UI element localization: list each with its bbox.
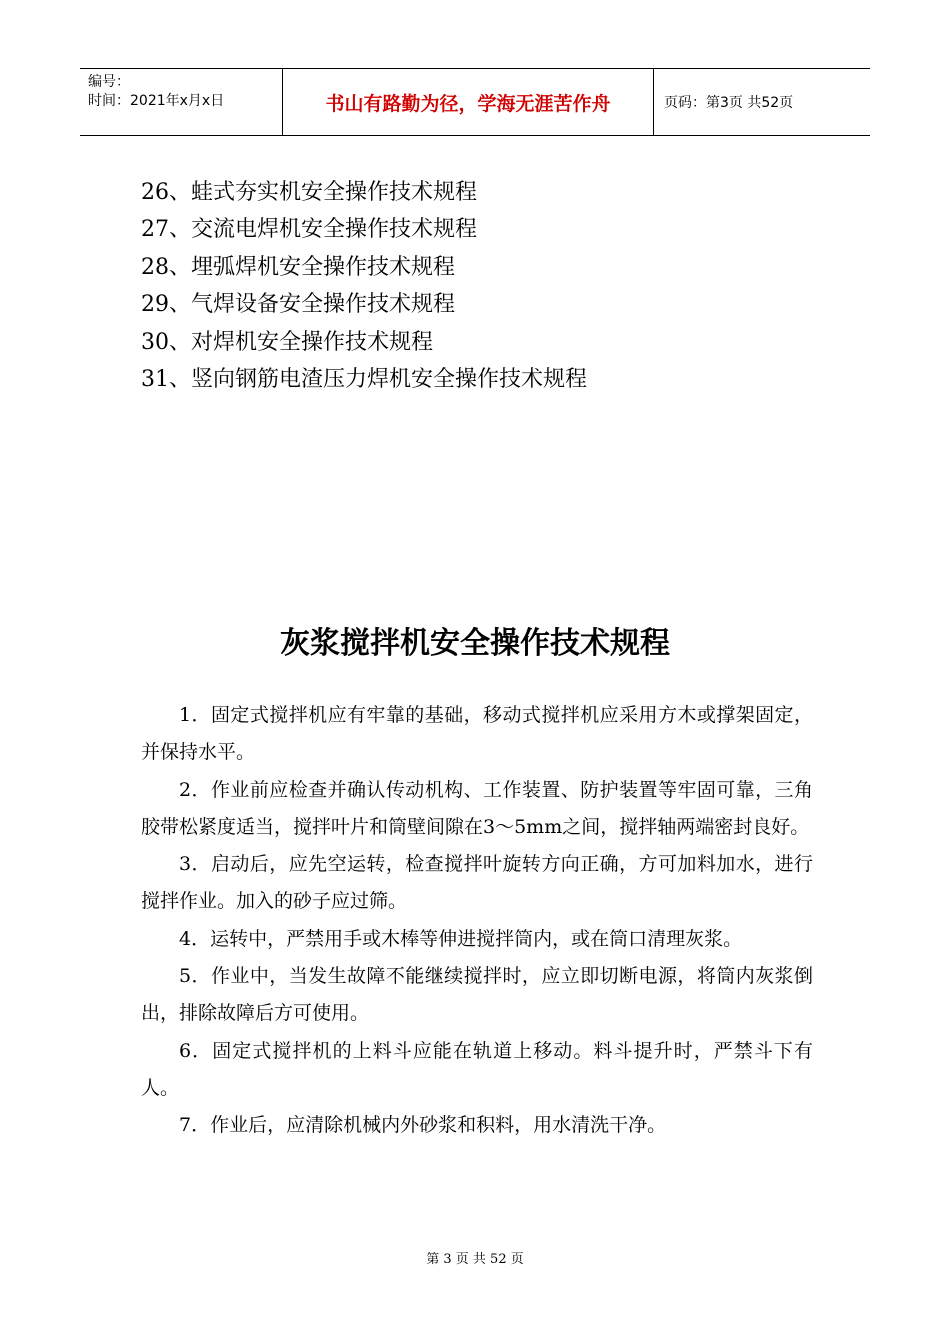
paragraph: 1．固定式搅拌机应有牢靠的基础，移动式搅拌机应采用方木或撑架固定，并保持水平。 <box>141 704 813 764</box>
section-title: 灰浆搅拌机安全操作技术规程 <box>280 626 670 661</box>
page-header <box>80 68 870 136</box>
toc-item: 31、竖向钢筋电渣压力焊机安全操作技术规程 <box>141 367 587 393</box>
header-page-info: 页码：第3页 共52页 <box>664 95 794 111</box>
toc-item: 26、蛙式夯实机安全操作技术规程 <box>141 180 477 205</box>
paragraph: 4．运转中，严禁用手或木棒等伸进搅拌筒内，或在筒口清理灰浆。 <box>179 927 743 950</box>
header-motto: 书山有路勤为径，学海无涯苦作舟 <box>282 69 654 135</box>
section-body <box>141 697 813 1145</box>
toc-item: 28、埋弧焊机安全操作技术规程 <box>141 254 455 280</box>
page-footer: 第 3 页 共 52 页 <box>426 1252 524 1267</box>
toc-item: 29、气焊设备安全操作技术规程 <box>141 292 455 318</box>
paragraph: 5．作业中，当发生故障不能继续搅拌时，应立即切断电源，将筒内灰浆倒出，排除故障后方可使用。 <box>141 965 813 1025</box>
table-of-contents <box>141 174 587 398</box>
document-number-label: 编号： <box>88 74 130 90</box>
header-meta <box>80 69 282 135</box>
toc-item: 30、对焊机安全操作技术规程 <box>141 329 433 355</box>
paragraph: 3．启动后，应先空运转，检查搅拌叶旋转方向正确，方可加料加水，进行搅拌作业。加入的砂子应过筛。 <box>141 853 813 913</box>
paragraph: 6．固定式搅拌机的上料斗应能在轨道上移动。料斗提升时，严禁斗下有人。 <box>141 1039 813 1099</box>
paragraph: 7．作业后，应清除机械内外砂浆和积料，用水清洗干净。 <box>179 1114 667 1137</box>
paragraph: 2．作业前应检查并确认传动机构、工作装置、防护装置等牢固可靠，三角胶带松紧度适当，搅拌叶片和筒壁间隙在3～5mm之间，搅拌轴两端密封良好。 <box>141 778 813 838</box>
document-date: 时间：2021年x月x日 <box>88 93 225 109</box>
toc-item: 27、交流电焊机安全操作技术规程 <box>141 217 477 243</box>
